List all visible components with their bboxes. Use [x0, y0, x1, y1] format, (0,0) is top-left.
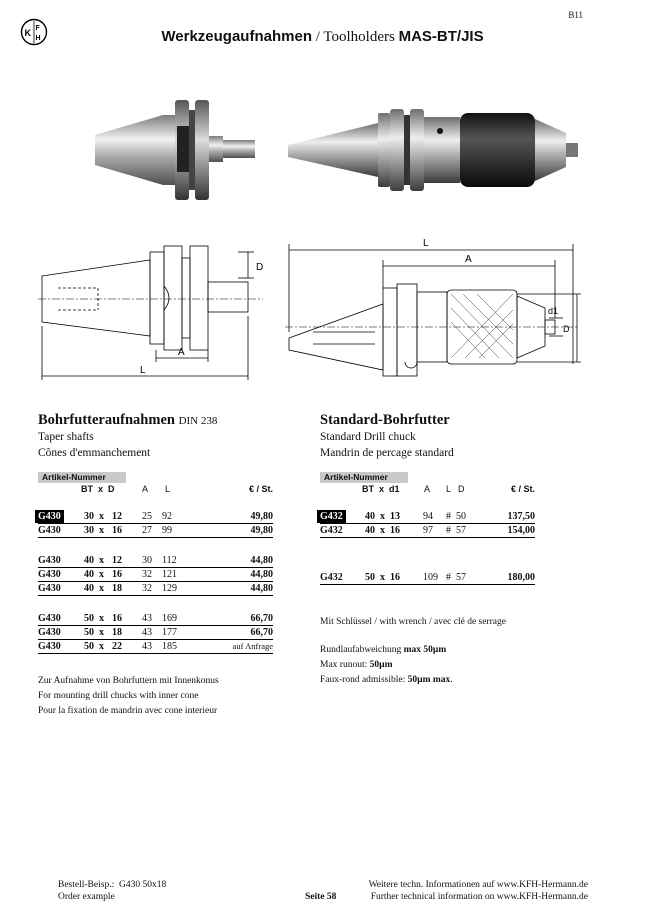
table-row	[38, 510, 273, 523]
runout-fr-value: 50µm max	[407, 675, 451, 685]
runout-en	[320, 658, 453, 673]
cell-bt: 40 x	[84, 583, 104, 594]
title-standard: MAS-BT/JIS	[398, 28, 484, 45]
cell-a: 43	[142, 641, 152, 652]
cell-bt: 50 x	[84, 627, 104, 638]
cell-a: 32	[142, 569, 152, 580]
cell-d: 18	[112, 627, 122, 638]
photo-taper-shaft	[95, 90, 265, 210]
right-col-l: L	[446, 484, 452, 494]
cell-bt: 30 x	[84, 511, 104, 522]
cell-price: 66,70	[250, 613, 273, 624]
logo-letter-h: H	[35, 35, 41, 42]
cell-l: #	[446, 525, 451, 536]
cell-code: G430	[35, 510, 64, 523]
page-title	[0, 28, 645, 46]
title-english: Toolholders	[323, 29, 395, 45]
drawing-drill-chuck	[285, 232, 585, 382]
cell-d: 18	[112, 583, 122, 594]
left-col-a: A	[142, 484, 149, 494]
cell-price: 180,00	[507, 572, 535, 583]
right-sub-en: Standard Drill chuck	[320, 431, 416, 443]
cell-d: 22	[112, 641, 122, 652]
right-article-label: Artikel-Nummer	[320, 472, 408, 483]
left-section-header	[38, 412, 217, 461]
cell-price: 66,70	[250, 627, 273, 638]
runout-de-label: Rundlaufabweichung	[320, 645, 404, 655]
cell-d: 12	[112, 555, 122, 566]
cell-d: 57	[456, 525, 466, 536]
cell-l: 121	[162, 569, 177, 580]
cell-bt: 40 x	[365, 511, 385, 522]
left-article-label: Artikel-Nummer	[38, 472, 126, 483]
footer-info-de: Weitere techn. Informationen auf www.KFH-Hermann.de	[368, 880, 588, 890]
footer-order-en: Order example	[58, 892, 115, 902]
left-col-bt: BT x D	[81, 484, 115, 494]
right-col-price: € / St.	[510, 484, 535, 494]
cell-l: 92	[162, 511, 172, 522]
table-row	[320, 571, 535, 584]
table-row	[38, 582, 273, 595]
right-col-d: D	[458, 484, 465, 494]
table-row	[38, 640, 273, 653]
cell-price: 137,50	[507, 511, 535, 522]
cell-a: 43	[142, 613, 152, 624]
cell-price: 49,80	[250, 525, 273, 536]
cell-bt: 50 x	[84, 613, 104, 624]
photo-drill-chuck	[288, 95, 583, 205]
cell-l: 169	[162, 613, 177, 624]
runout-fr-end: .	[450, 675, 453, 685]
cell-code: G430	[38, 583, 61, 594]
row-rule	[38, 537, 273, 538]
cell-code: G430	[38, 555, 61, 566]
cell-code: G432	[320, 572, 343, 583]
cell-code: G432	[320, 525, 343, 536]
cell-a: 32	[142, 583, 152, 594]
cell-l: #	[446, 572, 451, 583]
dim-l-left: L	[140, 365, 146, 376]
left-table-header	[38, 484, 273, 496]
table-row	[38, 568, 273, 581]
cell-price: 44,80	[250, 555, 273, 566]
table-row	[38, 612, 273, 625]
cell-code: G430	[38, 569, 61, 580]
table-row	[320, 510, 535, 523]
runout-de-value: max 50µm	[403, 645, 447, 655]
dim-a-left: A	[178, 347, 185, 358]
cell-l: 177	[162, 627, 177, 638]
row-rule	[38, 653, 273, 654]
left-note-de: Zur Aufnahme von Bohrfuttern mit Innenkonus	[38, 676, 219, 686]
dim-d-right: D	[563, 324, 570, 334]
table-row	[38, 626, 273, 639]
cell-l: 185	[162, 641, 177, 652]
cell-l: 129	[162, 583, 177, 594]
footer-info-en: Further technical information on www.KFH-Hermann.de	[370, 892, 588, 902]
left-note-fr: Pour la fixation de mandrin avec cone interieur	[38, 706, 218, 716]
table-row	[38, 524, 273, 537]
cell-l: 112	[162, 555, 177, 566]
right-sub-fr: Mandrin de percage standard	[320, 447, 454, 459]
cell-d: 57	[456, 572, 466, 583]
cell-d: 16	[112, 569, 122, 580]
runout-de	[320, 643, 453, 658]
title-separator: /	[311, 29, 324, 45]
cell-price: 154,00	[507, 525, 535, 536]
cell-d: 50	[456, 511, 466, 522]
row-rule	[38, 595, 273, 596]
cell-bt: 30 x	[84, 525, 104, 536]
right-heading: Standard-Bohrfutter	[320, 412, 450, 428]
right-col-a: A	[424, 484, 431, 494]
cell-code: G432	[317, 510, 346, 523]
right-table-header	[320, 484, 535, 496]
left-heading-norm: DIN 238	[178, 415, 218, 427]
title-german: Werkzeugaufnahmen	[161, 28, 312, 45]
cell-a: 97	[423, 525, 433, 536]
logo-letter-k: K	[24, 28, 31, 38]
dim-d1-right: d1	[548, 306, 559, 316]
cell-d1: 16	[390, 572, 400, 583]
row-rule	[320, 584, 535, 585]
footer-order-de: Bestell-Beisp.: G430 50x18	[58, 880, 167, 890]
footer-page-number: Seite 58	[305, 892, 337, 902]
cell-a: 109	[423, 572, 438, 583]
cell-bt: 40 x	[365, 525, 385, 536]
logo-letter-f: F	[35, 25, 40, 32]
cell-d: 16	[112, 613, 122, 624]
cell-a: 94	[423, 511, 433, 522]
right-section-header	[320, 412, 454, 461]
cell-a: 25	[142, 511, 152, 522]
cell-bt: 50 x	[84, 641, 104, 652]
cell-a: 43	[142, 627, 152, 638]
cell-bt: 40 x	[84, 555, 104, 566]
cell-price: 44,80	[250, 583, 273, 594]
page-reference: B11	[568, 10, 583, 20]
cell-d1: 16	[390, 525, 400, 536]
runout-en-value: 50µm	[369, 660, 393, 670]
cell-price: 44,80	[250, 569, 273, 580]
cell-price: 49,80	[250, 511, 273, 522]
left-sub-fr: Cônes d'emmanchement	[38, 447, 151, 459]
left-notes	[38, 674, 219, 719]
cell-price: auf Anfrage	[232, 641, 273, 651]
left-heading	[38, 412, 217, 429]
footer-info	[369, 879, 588, 903]
left-col-l: L	[165, 484, 171, 494]
left-sub-en: Taper shafts	[38, 431, 94, 443]
cell-bt: 50 x	[365, 572, 385, 583]
row-rule	[320, 537, 535, 538]
right-col-bt: BT x d1	[362, 484, 400, 494]
cell-d: 16	[112, 525, 122, 536]
cell-bt: 40 x	[84, 569, 104, 580]
left-col-price: € / St.	[248, 484, 273, 494]
left-heading-text: Bohrfutteraufnahmen	[38, 412, 175, 428]
runout-en-label: Max runout:	[320, 660, 370, 670]
runout-fr-label: Faux-rond admissible:	[320, 675, 408, 685]
dim-l-right: L	[423, 238, 429, 249]
cell-code: G430	[38, 627, 61, 638]
footer-order-example	[58, 879, 166, 903]
drawing-taper-shaft	[38, 238, 268, 383]
right-runout-notes	[320, 643, 453, 688]
cell-l: 99	[162, 525, 172, 536]
runout-fr	[320, 673, 453, 688]
cell-code: G430	[38, 613, 61, 624]
cell-d: 12	[112, 511, 122, 522]
left-note-en: For mounting drill chucks with inner cone	[38, 691, 199, 701]
table-row	[320, 524, 535, 537]
dim-d-left: D	[256, 262, 264, 273]
cell-code: G430	[38, 641, 61, 652]
table-row	[38, 554, 273, 567]
cell-a: 30	[142, 555, 152, 566]
cell-a: 27	[142, 525, 152, 536]
cell-l: #	[446, 511, 451, 522]
cell-d1: 13	[390, 511, 400, 522]
cell-code: G430	[38, 525, 61, 536]
dim-a-right: A	[465, 254, 472, 265]
right-wrench-note: Mit Schlüssel / with wrench / avec clé de serrage	[320, 617, 506, 627]
